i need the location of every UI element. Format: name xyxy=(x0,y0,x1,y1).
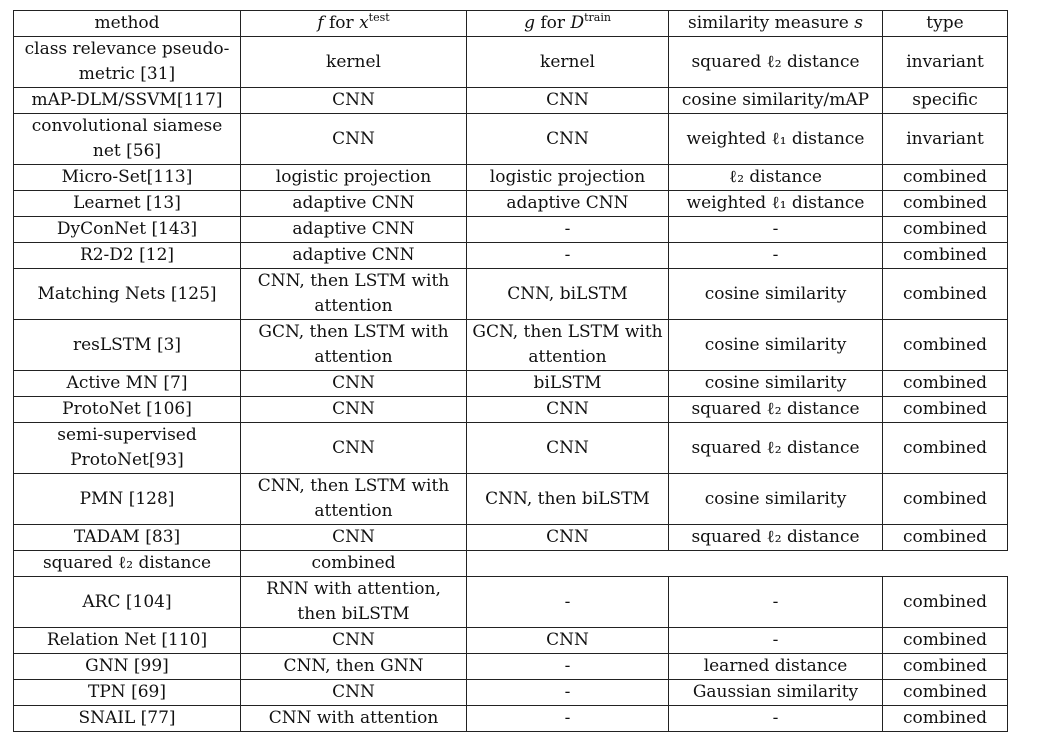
cell-similarity: learned distance xyxy=(669,654,883,680)
table-row xyxy=(14,371,1008,397)
header-similarity-label: similarity measure xyxy=(687,13,855,33)
cell-method: ProtoNet [106] xyxy=(14,397,241,423)
cell-g: CNN xyxy=(467,628,669,654)
cell-similarity: cosine similarity xyxy=(669,320,883,371)
cell-type: combined xyxy=(883,269,1008,320)
orphan-cell-2: combined xyxy=(241,551,467,577)
cell-method: Active MN [7] xyxy=(14,371,241,397)
header-type: type xyxy=(883,11,1008,37)
cell-g: CNN, biLSTM xyxy=(467,269,669,320)
cell-method: semi-supervised ProtoNet[93] xyxy=(14,423,241,474)
cell-method: TADAM [83] xyxy=(14,525,241,551)
cell-f: CNN, then LSTM with attention xyxy=(241,269,467,320)
cell-g: - xyxy=(467,243,669,269)
cell-g: - xyxy=(467,577,669,628)
cell-f: adaptive CNN xyxy=(241,191,467,217)
table-row xyxy=(14,654,1008,680)
table-row xyxy=(14,217,1008,243)
cell-g: - xyxy=(467,680,669,706)
cell-method: resLSTM [3] xyxy=(14,320,241,371)
cell-f: CNN xyxy=(241,371,467,397)
cell-f: CNN xyxy=(241,525,467,551)
table-row xyxy=(14,680,1008,706)
cell-method: SNAIL [77] xyxy=(14,706,241,732)
cell-type: combined xyxy=(883,165,1008,191)
cell-similarity: cosine similarity xyxy=(669,269,883,320)
cell-similarity: squared ℓ₂ distance xyxy=(669,397,883,423)
cell-similarity: squared ℓ₂ distance xyxy=(669,525,883,551)
cell-similarity: cosine similarity xyxy=(669,474,883,525)
cell-type: combined xyxy=(883,397,1008,423)
table-row xyxy=(14,706,1008,732)
orphan-empty-cell xyxy=(467,551,669,577)
header-f-symbol: f xyxy=(317,13,324,33)
table-row xyxy=(14,88,1008,114)
cell-method: mAP-DLM/SSVM[117] xyxy=(14,88,241,114)
table-row xyxy=(14,191,1008,217)
cell-g: CNN xyxy=(467,88,669,114)
cell-similarity: weighted ℓ₁ distance xyxy=(669,191,883,217)
table-row xyxy=(14,165,1008,191)
cell-method: ARC [104] xyxy=(14,577,241,628)
header-method: method xyxy=(14,11,241,37)
cell-type: combined xyxy=(883,423,1008,474)
cell-type: combined xyxy=(883,706,1008,732)
cell-type: combined xyxy=(883,243,1008,269)
cell-f: CNN xyxy=(241,114,467,165)
cell-f: CNN, then LSTM with attention xyxy=(241,474,467,525)
methods-table xyxy=(13,10,1008,732)
cell-method: PMN [128] xyxy=(14,474,241,525)
header-f-sup: test xyxy=(368,11,390,24)
cell-similarity: weighted ℓ₁ distance xyxy=(669,114,883,165)
cell-g: adaptive CNN xyxy=(467,191,669,217)
cell-type: combined xyxy=(883,654,1008,680)
header-g-for: for xyxy=(534,13,571,33)
header-g-sup: train xyxy=(584,11,611,24)
cell-f: CNN xyxy=(241,628,467,654)
cell-type: combined xyxy=(883,628,1008,654)
cell-similarity: cosine similarity/mAP xyxy=(669,88,883,114)
cell-type: combined xyxy=(883,577,1008,628)
cell-similarity: - xyxy=(669,243,883,269)
table-row xyxy=(14,397,1008,423)
header-similarity-var: s xyxy=(854,13,863,33)
table-row xyxy=(14,243,1008,269)
cell-type: invariant xyxy=(883,37,1008,88)
cell-method: Learnet [13] xyxy=(14,191,241,217)
table-row xyxy=(14,269,1008,320)
cell-similarity: Gaussian similarity xyxy=(669,680,883,706)
table-row xyxy=(14,320,1008,371)
cell-similarity: - xyxy=(669,217,883,243)
cell-g: GCN, then LSTM with attention xyxy=(467,320,669,371)
cell-g: CNN xyxy=(467,423,669,474)
orphan-cell-1: squared ℓ₂ distance xyxy=(14,551,241,577)
cell-f: GCN, then LSTM with attention xyxy=(241,320,467,371)
header-g xyxy=(467,11,669,37)
cell-type: combined xyxy=(883,217,1008,243)
header-g-var: D xyxy=(570,13,585,33)
cell-g: CNN xyxy=(467,114,669,165)
header-f-var: x xyxy=(359,13,369,33)
cell-similarity: ℓ₂ distance xyxy=(669,165,883,191)
cell-type: combined xyxy=(883,371,1008,397)
cell-f: CNN xyxy=(241,423,467,474)
header-f-for: for xyxy=(323,13,360,33)
table-row xyxy=(14,114,1008,165)
cell-g: CNN xyxy=(467,397,669,423)
cell-type: combined xyxy=(883,474,1008,525)
cell-similarity: - xyxy=(669,628,883,654)
cell-type: combined xyxy=(883,191,1008,217)
cell-g: - xyxy=(467,654,669,680)
cell-type: combined xyxy=(883,680,1008,706)
cell-g: CNN xyxy=(467,525,669,551)
cell-method: Matching Nets [125] xyxy=(14,269,241,320)
cell-g: logistic projection xyxy=(467,165,669,191)
cell-f: CNN with attention xyxy=(241,706,467,732)
table-row xyxy=(14,525,1008,551)
cell-g: biLSTM xyxy=(467,371,669,397)
top-strip xyxy=(0,0,1047,10)
cell-similarity: - xyxy=(669,706,883,732)
cell-type: specific xyxy=(883,88,1008,114)
cell-g: - xyxy=(467,706,669,732)
cell-f: adaptive CNN xyxy=(241,243,467,269)
cell-f: CNN, then GNN xyxy=(241,654,467,680)
cell-similarity: squared ℓ₂ distance xyxy=(669,423,883,474)
cell-method: class relevance pseudo-metric [31] xyxy=(14,37,241,88)
table-row xyxy=(14,577,1008,628)
table-row xyxy=(14,628,1008,654)
table-row xyxy=(14,423,1008,474)
cell-f: logistic projection xyxy=(241,165,467,191)
table-row xyxy=(14,474,1008,525)
cell-similarity: squared ℓ₂ distance xyxy=(669,37,883,88)
cell-method: R2-D2 [12] xyxy=(14,243,241,269)
cell-similarity: - xyxy=(669,577,883,628)
cell-type: invariant xyxy=(883,114,1008,165)
cell-method: Micro-Set[113] xyxy=(14,165,241,191)
cell-f: CNN xyxy=(241,397,467,423)
cell-g: - xyxy=(467,217,669,243)
header-row xyxy=(14,11,1008,37)
cell-method: Relation Net [110] xyxy=(14,628,241,654)
cell-f: adaptive CNN xyxy=(241,217,467,243)
cell-similarity: cosine similarity xyxy=(669,371,883,397)
cell-type: combined xyxy=(883,525,1008,551)
orphan-empty-cell xyxy=(883,551,1008,577)
cell-method: convolutional siamese net [56] xyxy=(14,114,241,165)
orphan-row xyxy=(14,551,1008,577)
cell-f: CNN xyxy=(241,680,467,706)
header-similarity xyxy=(669,11,883,37)
cell-f: CNN xyxy=(241,88,467,114)
cell-method: GNN [99] xyxy=(14,654,241,680)
cell-g: kernel xyxy=(467,37,669,88)
header-g-symbol: g xyxy=(524,13,535,33)
header-f xyxy=(241,11,467,37)
cell-f: RNN with attention, then biLSTM xyxy=(241,577,467,628)
table-row xyxy=(14,37,1008,88)
cell-f: kernel xyxy=(241,37,467,88)
cell-method: TPN [69] xyxy=(14,680,241,706)
cell-g: CNN, then biLSTM xyxy=(467,474,669,525)
cell-type: combined xyxy=(883,320,1008,371)
orphan-empty-cell xyxy=(669,551,883,577)
cell-method: DyConNet [143] xyxy=(14,217,241,243)
